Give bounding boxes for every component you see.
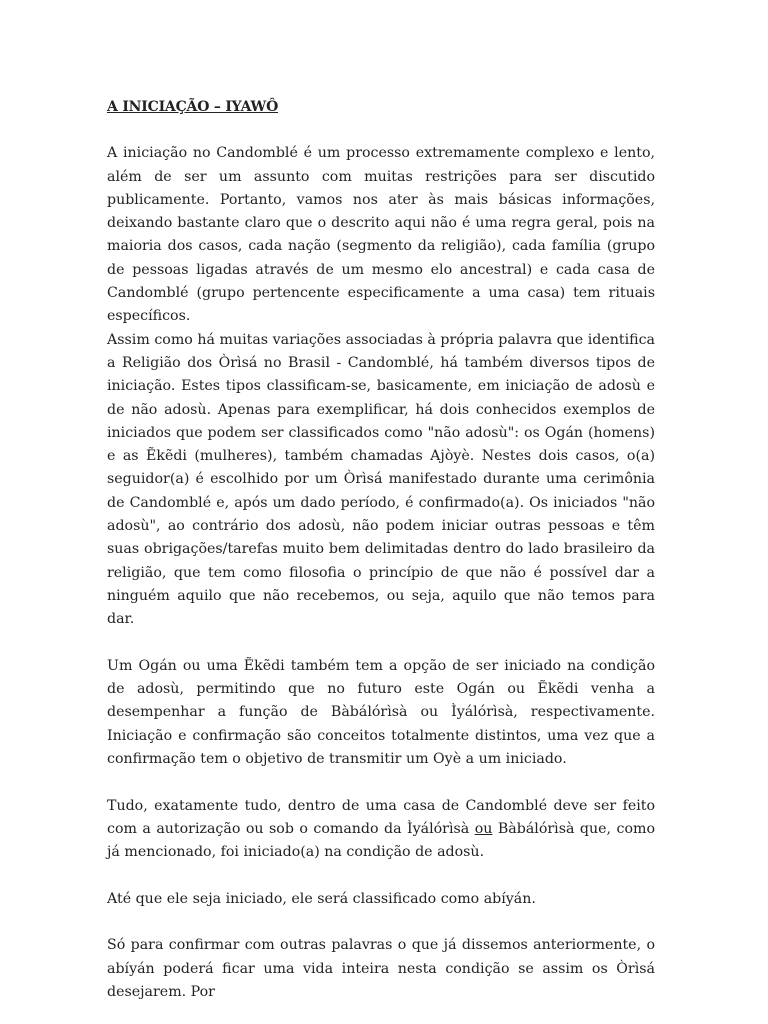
paragraph-5: Até que ele seja iniciado, ele será classificado como abíyán.	[107, 890, 536, 907]
paragraph-gap	[107, 865, 655, 888]
paragraph-1: A iniciação no Candomblé é um processo extremamente complexo e lento, além de ser um assunto com muitas restrições para ser discutido publicamente. Portanto, vamos nos ater às mais básicas informações, deixando bastante claro que o descrito aqui não é uma regra geral, pois na maioria dos casos, cada nação (segmento da religião), cada família (grupo de pessoas ligadas através de um mesmo elo ancestral) e cada casa de Candomblé (grupo pertencente especificamente a uma casa) tem rituais específicos.	[107, 145, 655, 325]
paragraph-4	[107, 795, 655, 865]
paragraph-4-part-b: Bàbálórìsà que, como já mencionado, foi iniciado(a) na condição de adosù.	[107, 820, 655, 861]
paragraph-2: Assim como há muitas variações associadas à própria palavra que identifica a Religião dos Òrìsá no Brasil - Candomblé, há também diversos tipos de iniciação. Estes tipos classificam-se, basicamente, em iniciação de adosù e de não adosù. Apenas para exemplificar, há dois conhecidos exemplos de iniciados que podem ser classificados como "não adosù": os Ogán (homens) e as Ẽkẽdi (mulheres), também chamadas Ajòyè. Nestes dois casos, o(a) seguidor(a) é escolhido por um Òrìsá manifestado durante uma cerimônia de Candomblé e, após um dado período, é confirmado(a). Os iniciados "não adosù", ao contrário dos adosù, não podem iniciar outras pessoas e têm suas obrigações/tarefas muito bem delimitadas dentro do lado brasileiro da religião, que tem como filosofia o princípio de que não é possível dar a ninguém aquilo que não recebemos, ou seja, aquilo que não temos para dar.	[107, 331, 655, 628]
document-body	[107, 96, 655, 1004]
paragraph-gap	[107, 632, 655, 655]
document-title: A INICIAÇÃO – IYAWÔ	[107, 99, 279, 115]
paragraph-gap	[107, 771, 655, 794]
paragraph-gap	[107, 911, 655, 934]
underlined-word-ou: ou	[474, 820, 493, 837]
paragraph-6: Só para confirmar com outras palavras o que já dissemos anteriormente, o abíyán poderá ficar uma vida inteira nesta condição se assim os Òrìsá desejarem. Por	[107, 937, 655, 1000]
paragraph-3: Um Ogán ou uma Ẽkẽdi também tem a opção de ser iniciado na condição de adosù, permitindo que no futuro este Ogán ou Ẽkẽdi venha a desempenhar a função de Bàbálórìsà ou Ìyálórìsà, respectivamente. Iniciação e confirmação são conceitos totalmente distintos, uma vez que a confirmação tem o objetivo de transmitir um Oyè a um iniciado.	[107, 657, 655, 768]
paragraph-4-part-a: Tudo, exatamente tudo, dentro de uma casa de Candomblé deve ser feito com a autorização ou sob o comando da Ìyálórìsà	[107, 797, 655, 837]
